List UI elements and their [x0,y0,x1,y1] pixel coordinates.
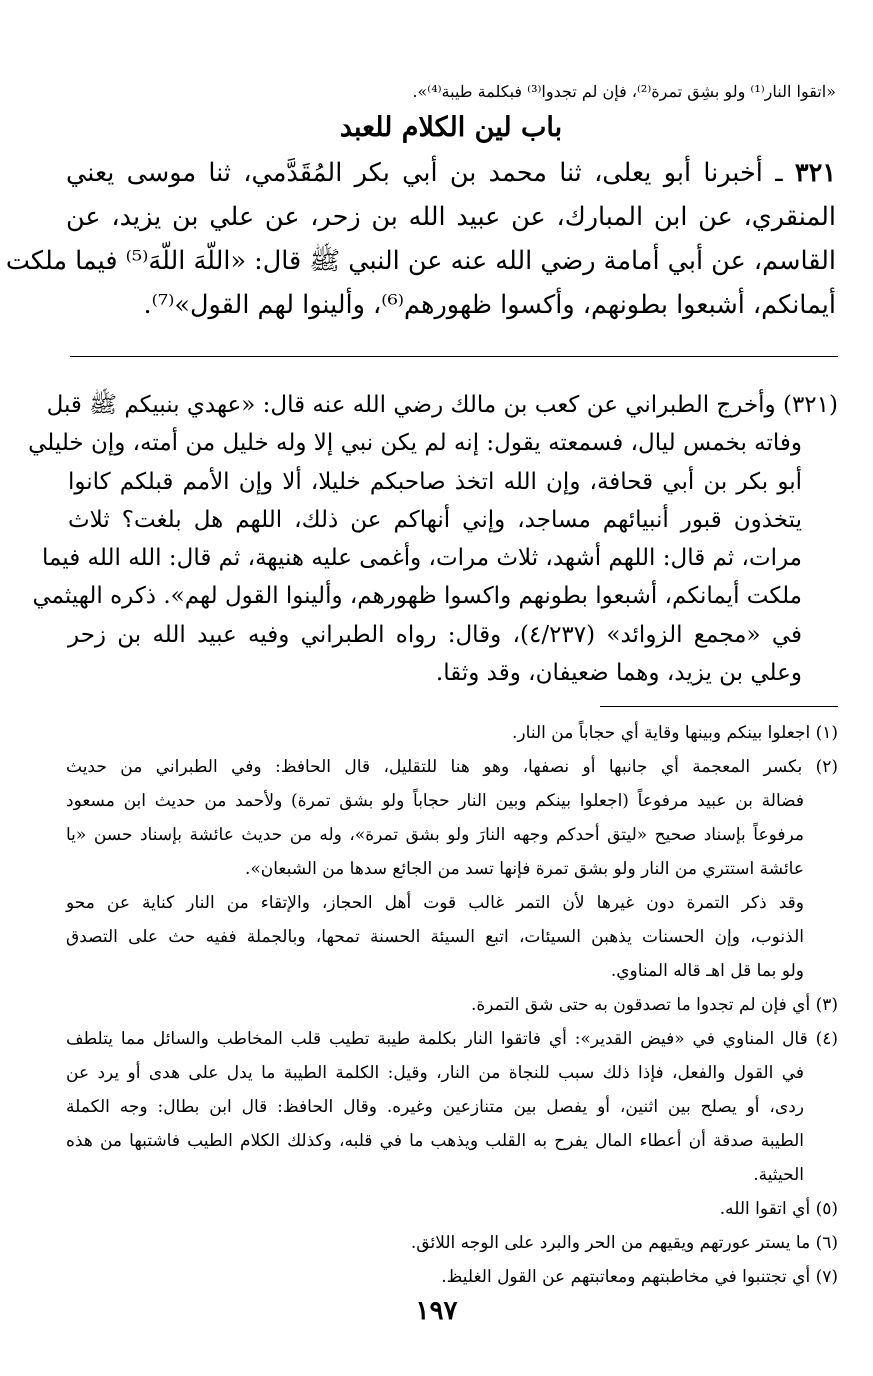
commentary-line: مرات، ثم قال: اللهم أشهد، ثلاث مرات، وأغمى عليه هنيهة، ثم قال: الله الله فيما [42,545,802,572]
footnote-line: فضالة بن عبيد مرفوعاً (اجعلوا بينكم وبين النار حجاباً ولو بشق تمرة) ولأحمد من حديث ابن مسعود [66,791,804,811]
footnote-line: ردى، أو يصلح بين اثنين، أو يفصل بين متنازعين وغيره. وقال الحافظ: قال ابن بطال: وجه الكملة [66,1097,804,1117]
commentary-line: أبو بكر بن أبي قحافة، وإن الله اتخذ صاحبكم خليلا، ألا وإن الأمم قبلكم كانوا [68,468,802,495]
main-text [5,82,837,327]
chapter-heading: باب لين الكلام للعبد [339,112,563,143]
footnote-line: في القول والفعل، فإذا ذلك سبب للنجاة من النار، وقيل: الكلمة الطيبة ما يدل على هدى أو يرد عن [66,1063,804,1083]
hadith-line: أيمانكم، أشبعوا بطونهم، وأكسوا ظهورهم⁽⁶⁾، وألينوا لهم القول»⁽⁷⁾. [143,290,836,320]
footnote-line: (١) اجعلوا بينكم وبينها وقاية أي حجاباً من النار. [512,723,838,743]
footnote-line: وقد ذكر التمرة دون غيرها لأن التمر غالب قوت أهل الحجاز، والإتقاء من النار كناية عن محو [66,893,804,913]
text-line: «اتقوا النار⁽¹⁾ ولو بشِق تمرة⁽²⁾، فإن لم تجدوا⁽³⁾ فبكلمة طيبة⁽⁴⁾». [412,82,836,101]
footnote-line: الطيبة صدقة أن أعطاء المال يفرح به القلب ويذهب ما في قلبه، وكذلك الكلام الطيب فاشتبها من هذه [66,1131,804,1151]
commentary-line: (٣٢١) وأخرج الطبراني عن كعب بن مالك رضي الله عنه قال: «عهدي بنبيكم ﷺ قبل [46,392,838,418]
intro-hadith [66,82,836,101]
footnote-line: عائشة استتري من النار ولو بشق تمرة فإنها تسد من الجائع سدها من الشبعان». [244,859,804,879]
footnote-line: ولو بما قل اهـ قاله المناوي. [610,961,804,981]
footnotes-block [66,716,838,1294]
hadith-line: القاسم، عن أبي أمامة رضي الله عنه عن النبي ﷺ قال: «اللّهَ اللّهَ⁽⁵⁾ فيما ملكت [5,246,836,276]
text-line [66,151,836,195]
hadith-number: ٣٢١ [794,158,837,188]
footnote-line: (٦) ما يستر عورتهم ويقيهم من الحر والبرد على الوجه اللائق. [410,1233,838,1253]
footnote-divider [600,706,838,707]
footnote-line: الذنوب، وإن الحسنات يذهبن السيئات، اتبع السيئة الحسنة تمحها، وبالجملة ففيه حث على التصدق [66,927,804,947]
footnote-line: (٤) قال المناوي في «فيض القدير»: أي فاتقوا النار بكلمة طيبة تطيب قلب المخاطب والسائل مما يتلطف [66,1029,838,1049]
footnote-line: (٥) أي اتقوا الله. [719,1199,838,1219]
hadith-line: ـ أخبرنا أبو يعلى، ثنا محمد بن أبي بكر المُقَدَّمي، ثنا موسى يعني [66,158,783,188]
commentary-line: يتخذون قبور أنبيائهم مساجد، وإني أنهاكم عن ذلك، اللهم هل بلغت؟ ثلاث [68,506,802,533]
commentary-line: وفاته بخمس ليال، فسمعته يقول: إنه لم يكن نبي إلا وله خليل من أمته، وإن خليلي [28,430,802,457]
commentary-block [28,386,838,692]
footnote-line: مرفوعاً بإسناد صحيح «ليتق أحدكم وجهه النارَ ولو بشق تمرة»، وله من حديث عائشة بإسناد حسن «يا [66,825,804,845]
hadith-line: المنقري، عن ابن المبارك، عن عبيد الله بن زحر، عن علي بن يزيد، عن [66,202,836,232]
footnote-line: (٢) بكسر المعجمة أي جانبها أو نصفها، وهو هنا للتقليل، قال الحافظ: وفي الطبراني من حديث [66,757,838,777]
commentary-line: في «مجمع الزوائد» (٤/٢٣٧)، وقال: رواه الطبراني وفيه عبيد الله بن زحر [68,621,802,648]
page-number: ١٩٧ [415,1296,458,1326]
divider-rule [70,356,838,357]
commentary-line: ملكت أيمانكم، أشبعوا بطونهم واكسوا ظهورهم، وألينوا القول لهم». ذكره الهيثمي [32,583,802,610]
footnote-line: (٧) أي تجتنبوا في مخاطبتهم ومعاتبتهم عن القول الغليظ. [441,1267,838,1287]
commentary-line: وعلي بن يزيد، وهما ضعيفان، وقد وثقا. [435,660,802,687]
footnote-line: (٣) أي فإن لم تجدوا ما تصدقون به حتى شق التمرة. [470,995,838,1015]
footnote-line: الحيثية. [753,1165,804,1185]
hadith-block [5,151,837,327]
